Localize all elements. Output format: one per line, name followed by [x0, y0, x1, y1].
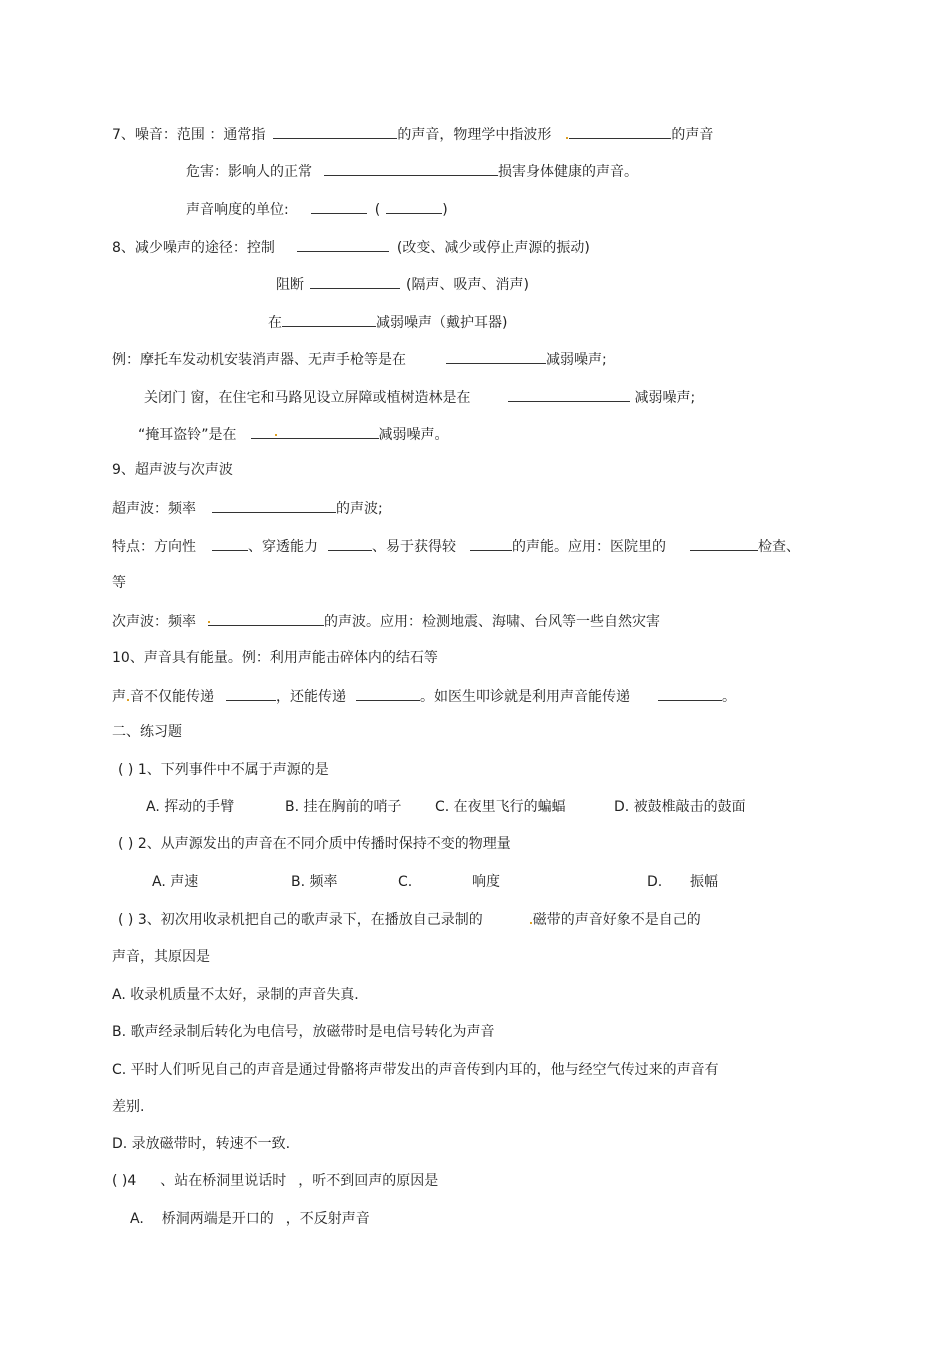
s9-feature-text4: 的声能。应用：医院里的 — [512, 539, 666, 555]
s8-label: 8、减少噪声的途径：控制 — [112, 240, 275, 256]
blank-control[interactable] — [297, 236, 389, 252]
q3-option-d-text[interactable]: D. 录放磁带时，转速不一致. — [112, 1136, 291, 1152]
q1-option-d[interactable]: D. 被鼓椎敲击的鼓面 — [614, 799, 746, 815]
blank-unit-name[interactable] — [311, 198, 367, 214]
s7-line1 — [112, 123, 713, 143]
s9-ultra-label: 超声波：频率 — [112, 501, 196, 517]
q1-stem — [118, 760, 329, 780]
q2-option-a[interactable]: A. 声速 — [152, 874, 199, 890]
s9-infra-line — [112, 610, 660, 630]
q3-stem — [118, 910, 701, 930]
s9-feature-text2: 、穿透能力 — [248, 539, 318, 555]
q1-option-c[interactable]: C. 在夜里飞行的蝙蝠 — [435, 799, 566, 815]
q3-option-a[interactable] — [112, 985, 359, 1005]
blank-transmit-1[interactable] — [226, 685, 276, 701]
mark-dot — [530, 922, 532, 924]
s8-at-note: 减弱噪声（戴护耳器) — [376, 315, 508, 331]
s7-text3: 的声音 — [671, 127, 714, 143]
s10-text2: ，还能传递 — [276, 689, 346, 705]
blank-hospital-use[interactable] — [690, 535, 758, 551]
s8-example3-label: “掩耳盗铃”是在 — [138, 427, 237, 443]
s8-line1 — [112, 236, 590, 256]
s10-title-text: 10、声音具有能量。例：利用声能击碎体内的结石等 — [112, 650, 438, 666]
s8-example-line — [112, 348, 607, 368]
s7-unit-line — [186, 198, 448, 218]
q3-option-c-cont — [112, 1097, 144, 1117]
s8-block-note: (隔声、吸声、消声) — [406, 277, 529, 293]
q2-stem-text: ( ) 2、从声源发出的声音在不同介质中传播时保持不变的物理量 — [118, 836, 511, 852]
s8-example3-line — [138, 423, 449, 443]
q3-option-c[interactable] — [112, 1060, 719, 1080]
blank-example-ear[interactable] — [251, 423, 379, 439]
s8-example-label: 例：摩托车发动机安装消声器、无声手枪等是在 — [112, 352, 406, 368]
s9-title — [112, 460, 233, 480]
blank-penetration[interactable] — [328, 535, 372, 551]
q1-option-b[interactable]: B. 挂在胸前的哨子 — [285, 799, 402, 815]
q3-option-a-text[interactable]: A. 收录机质量不太好，录制的声音失真. — [112, 987, 359, 1003]
q2-stem — [118, 834, 511, 854]
s7-harm-label: 危害：影响人的正常 — [186, 164, 312, 180]
s7-harm-text: 损害身体健康的声音。 — [498, 164, 638, 180]
mark-dot — [127, 699, 129, 701]
s7-harm-line — [186, 160, 638, 180]
q3-option-b[interactable] — [112, 1022, 495, 1042]
blank-example-path[interactable] — [508, 386, 630, 402]
q3-stem-text: ( ) 3、初次用收录机把自己的歌声录下，在播放自己录制的 — [118, 912, 483, 928]
practice-title-text: 二、练习题 — [112, 724, 182, 740]
s9-title-text: 9、超声波与次声波 — [112, 462, 233, 478]
s8-control-note: (改变、减少或停止声源的振动) — [396, 240, 590, 256]
blank-noise-range[interactable] — [273, 123, 397, 139]
s10-text3: 。如医生叩诊就是利用声音能传递 — [420, 689, 630, 705]
q2-options — [152, 872, 792, 892]
s10-text1b: 音不仅能传递 — [130, 689, 214, 705]
s7-text2: 的声音，物理学中指波形 — [397, 127, 552, 143]
blank-noise-waveform[interactable] — [569, 123, 671, 139]
practice-title — [112, 722, 182, 742]
blank-noise-harm[interactable] — [324, 160, 498, 176]
blank-unit-symbol[interactable] — [386, 198, 442, 214]
q3-stem2 — [112, 947, 210, 967]
s8-example2-label: 关闭门 窗，在住宅和马路见设立屏障或植树造林是在 — [144, 390, 471, 406]
q1-stem-text: ( ) 1、下列事件中不属于声源的是 — [118, 762, 329, 778]
s7-label: 7、噪音：范围 ：通常指 — [112, 127, 266, 143]
s9-feature-line — [112, 535, 800, 555]
q2-option-c-text[interactable]: 响度 — [472, 874, 500, 890]
s9-ultra-line — [112, 497, 383, 517]
s10-title — [112, 648, 438, 668]
s8-example-note: 减弱噪声; — [546, 352, 607, 368]
q3-option-c-text[interactable]: C. 平时人们听见自己的声音是通过骨骼将声带发出的声音传到内耳的，他与经空气传过来的声音有 — [112, 1062, 719, 1078]
s9-ultra-note: 的声波; — [336, 501, 383, 517]
q4-option-a-text2: ，不反射声音 — [285, 1211, 370, 1227]
s9-feature-label: 特点：方向性 — [112, 539, 196, 555]
q3-stem-end: 磁带的声音好象不是自己的 — [532, 912, 701, 928]
blank-directivity[interactable] — [212, 535, 248, 551]
s8-at-line — [268, 311, 507, 331]
s10-text4: 。 — [722, 689, 736, 705]
q4-stem-c: ，听不到回声的原因是 — [298, 1173, 439, 1189]
s9-feature-text3: 、易于获得较 — [372, 539, 456, 555]
blank-ultra-freq[interactable] — [212, 497, 336, 513]
blank-block[interactable] — [310, 273, 400, 289]
s8-at-label: 在 — [268, 315, 282, 331]
blank-transmit-2[interactable] — [356, 685, 420, 701]
q3-option-c-cont-text: 差别. — [112, 1099, 145, 1115]
s9-feature-cont-text: 等 — [112, 575, 126, 591]
s8-block-line — [276, 273, 529, 293]
q4-option-a-label[interactable]: A. — [130, 1211, 144, 1227]
s10-line1 — [112, 685, 736, 705]
q4-stem-b: 、站在桥洞里说话时 — [160, 1173, 287, 1189]
s10-text1a: 声 — [112, 689, 126, 705]
s7-unit-label: 声音响度的单位: — [186, 202, 289, 218]
q3-stem2-text: 声音，其原因是 — [112, 949, 210, 965]
q2-option-d[interactable]: D. — [647, 874, 663, 890]
paren-open: ( — [374, 202, 381, 218]
s8-example2-line — [144, 386, 695, 406]
blank-infra-freq[interactable] — [208, 610, 324, 626]
s9-feature-cont — [112, 573, 126, 593]
q4-option-a-text: 桥洞两端是开口的 — [161, 1211, 274, 1227]
q4-stem — [112, 1171, 438, 1191]
paren-close: ) — [442, 202, 448, 218]
blank-receiver[interactable] — [282, 311, 376, 327]
q2-option-c[interactable]: C. — [398, 874, 413, 890]
s8-block-label: 阻断 — [276, 277, 304, 293]
s8-example3-note: 减弱噪声。 — [378, 427, 449, 443]
s8-example2-note: 减弱噪声; — [634, 390, 696, 406]
s9-infra-note: 的声波。应用：检测地震、海啸、台风等一些自然灾害 — [324, 614, 660, 630]
q1-options — [146, 797, 826, 817]
q4-stem-a: ( )4 — [112, 1173, 137, 1189]
q1-option-a[interactable]: A. 挥动的手臂 — [146, 799, 235, 815]
s9-feature-text5: 检查、 — [758, 539, 800, 555]
q3-option-d[interactable] — [112, 1134, 290, 1154]
blank-energy[interactable] — [470, 535, 512, 551]
q3-option-b-text[interactable]: B. 歌声经录制后转化为电信号，放磁带时是电信号转化为声音 — [112, 1024, 495, 1040]
blank-example-source[interactable] — [446, 348, 546, 364]
q4-option-a[interactable] — [130, 1209, 370, 1229]
blank-transmit-3[interactable] — [658, 685, 722, 701]
q2-option-b[interactable]: B. 频率 — [291, 874, 338, 890]
mark-dot — [566, 137, 568, 139]
q2-option-d-text[interactable]: 振幅 — [690, 874, 718, 890]
s9-infra-label: 次声波：频率 — [112, 614, 196, 630]
